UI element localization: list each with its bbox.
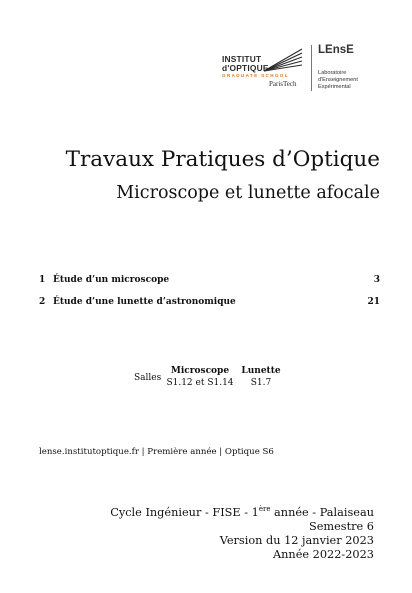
lense-logo-line3: Expérimental bbox=[318, 84, 351, 90]
toc-entry-page: 21 bbox=[367, 297, 380, 307]
iogs-arcs-icon bbox=[262, 48, 304, 72]
iogs-logo bbox=[222, 46, 306, 92]
page-subtitle: Microscope et lunette afocale bbox=[116, 183, 380, 203]
lense-logo-line1: Laboratoire bbox=[318, 70, 347, 76]
toc-entry-title[interactable]: Étude d’une lunette d’astronomique bbox=[53, 297, 236, 307]
cycle-line-superscript: ère bbox=[258, 505, 271, 513]
year-line: Année 2022-2023 bbox=[273, 548, 374, 561]
cycle-line bbox=[110, 506, 374, 519]
salles-value-microscope: S1.12 et S1.14 bbox=[166, 378, 234, 388]
toc-entry-title[interactable]: Étude d’un microscope bbox=[53, 275, 170, 285]
semester-line: Semestre 6 bbox=[308, 520, 374, 533]
salles-label: Salles bbox=[134, 373, 162, 383]
salles-value-lunette: S1.7 bbox=[250, 378, 272, 388]
salles-header-microscope: Microscope bbox=[170, 366, 230, 376]
toc-entry-number: 2 bbox=[39, 297, 46, 307]
cycle-line-end: année - Palaiseau bbox=[270, 506, 374, 519]
toc-entry-page: 3 bbox=[373, 275, 380, 285]
salles-header-lunette: Lunette bbox=[241, 366, 281, 376]
iogs-logo-graduate-school: GRADUATE SCHOOL bbox=[222, 73, 289, 78]
page-title: Travaux Pratiques d’Optique bbox=[65, 147, 380, 172]
logo-separator bbox=[311, 45, 312, 91]
version-line: Version du 12 janvier 2023 bbox=[219, 534, 374, 547]
iogs-logo-line1: INSTITUT bbox=[222, 54, 262, 64]
iogs-logo-line2: d'OPTIQUE bbox=[222, 63, 269, 73]
lense-logo-line2: d'Enseignement bbox=[318, 77, 358, 83]
lense-logo-name: LEnsE bbox=[318, 44, 354, 56]
course-info-line: lense.institutoptique.fr | Première année | Optique S6 bbox=[39, 447, 274, 457]
iogs-logo-paristech: ParisTech bbox=[269, 80, 297, 88]
cycle-line-start: Cycle Ingénieur - FISE - 1 bbox=[110, 506, 259, 519]
toc-entry-number: 1 bbox=[39, 275, 46, 285]
